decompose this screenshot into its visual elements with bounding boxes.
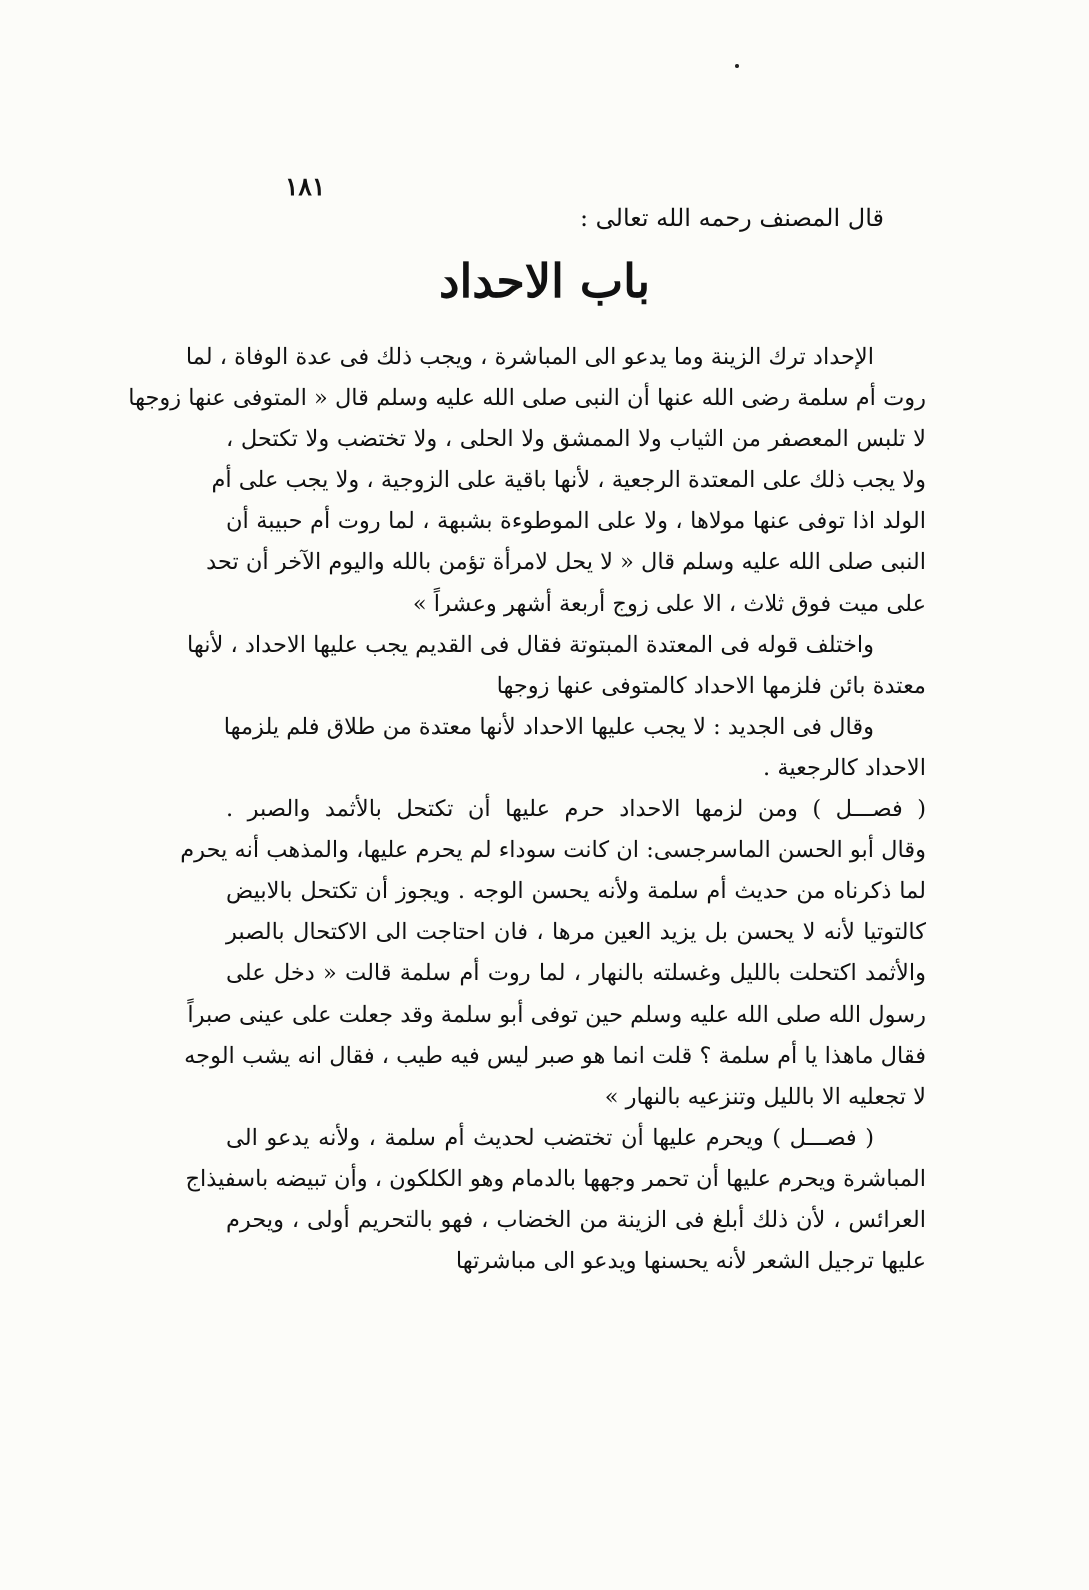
text-line: الاحداد كالرجعية . [763, 754, 926, 781]
text-line: رسول الله صلى الله عليه وسلم حين توفى أبو سلمة وقد جعلت على عينى صبراً [187, 1001, 926, 1028]
text-line: فقال ماهذا يا أم سلمة ؟ قلت انما هو صبر ليس فيه طيب ، فقال انه يشب الوجه [184, 1042, 926, 1069]
text-line: لا تلبس المعصفر من الثياب ولا الممشق ولا الحلى ، ولا تختضب ولا تكتحل ، [226, 426, 926, 453]
text-line: المباشرة ويحرم عليها أن تحمر وجهها بالدمام وهو الكلكون ، وأن تبيضه باسفيذاج [185, 1165, 926, 1192]
text-line: والأثمد اكتحلت بالليل وغسلته بالنهار ، لما روت أم سلمة قالت « دخل على [226, 960, 926, 987]
text-line: على ميت فوق ثلاث ، الا على زوج أربعة أشهر وعشراً » [412, 590, 926, 617]
body-text [128, 337, 926, 1282]
text-line: لما ذكرناه من حديث أم سلمة ولأنه يحسن الوجه . ويجوز أن تكتحل بالابيض [226, 878, 926, 905]
author-intro: قال المصنف رحمه الله تعالى : [579, 204, 884, 232]
text-line: عليها ترجيل الشعر لأنه يحسنها ويدعو الى مباشرتها [455, 1248, 926, 1275]
text-line: واختلف قوله فى المعتدة المبتوتة فقال فى القديم يجب عليها الاحداد ، لأنها [187, 631, 874, 658]
text-line: ( فصـــل ) ويحرم عليها أن تختضب لحديث أم سلمة ، ولأنه يدعو الى [226, 1124, 874, 1151]
text-line: العرائس ، لأن ذلك أبلغ فى الزينة من الخضاب ، فهو بالتحريم أولى ، ويحرم [226, 1206, 926, 1233]
text-line: ولا يجب ذلك على المعتدة الرجعية ، لأنها باقية على الزوجية ، ولا يجب على أم [211, 467, 926, 494]
text-line: وقال فى الجديد : لا يجب عليها الاحداد لأنها معتدة من طلاق فلم يلزمها [223, 713, 874, 740]
page-number: ١٨١ [285, 172, 326, 201]
text-line: الولد اذا توفى عنها مولاها ، ولا على الموطوءة بشبهة ، لما روت أم حبيبة أن [226, 508, 926, 535]
ink-speck [735, 64, 739, 68]
text-line: الإحداد ترك الزينة وما يدعو الى المباشرة ، ويجب ذلك فى عدة الوفاة ، لما [185, 344, 874, 370]
text-line: النبى صلى الله عليه وسلم قال « لا يحل لامرأة تؤمن بالله واليوم الآخر أن تحد [206, 549, 926, 576]
text-line: ( فصـــل ) ومن لزمها الاحداد حرم عليها أن تكتحل بالأثمد والصبر . [226, 796, 926, 823]
chapter-title: باب الاحداد [439, 254, 650, 308]
text-line: وقال أبو الحسن الماسرجسى: ان كانت سوداء لم يحرم عليها، والمذهب أنه يحرم [180, 837, 926, 864]
text-line: كالتوتيا لأنه لا يحسن بل يزيد العين مرها ، فان احتاجت الى الاكتحال بالصبر [226, 919, 926, 946]
text-line: روت أم سلمة رضى الله عنها أن النبى صلى الله عليه وسلم قال « المتوفى عنها زوجها [128, 385, 926, 412]
text-line: لا تجعليه الا بالليل وتنزعيه بالنهار » [604, 1083, 926, 1110]
text-line: معتدة بائن فلزمها الاحداد كالمتوفى عنها زوجها [496, 672, 926, 699]
